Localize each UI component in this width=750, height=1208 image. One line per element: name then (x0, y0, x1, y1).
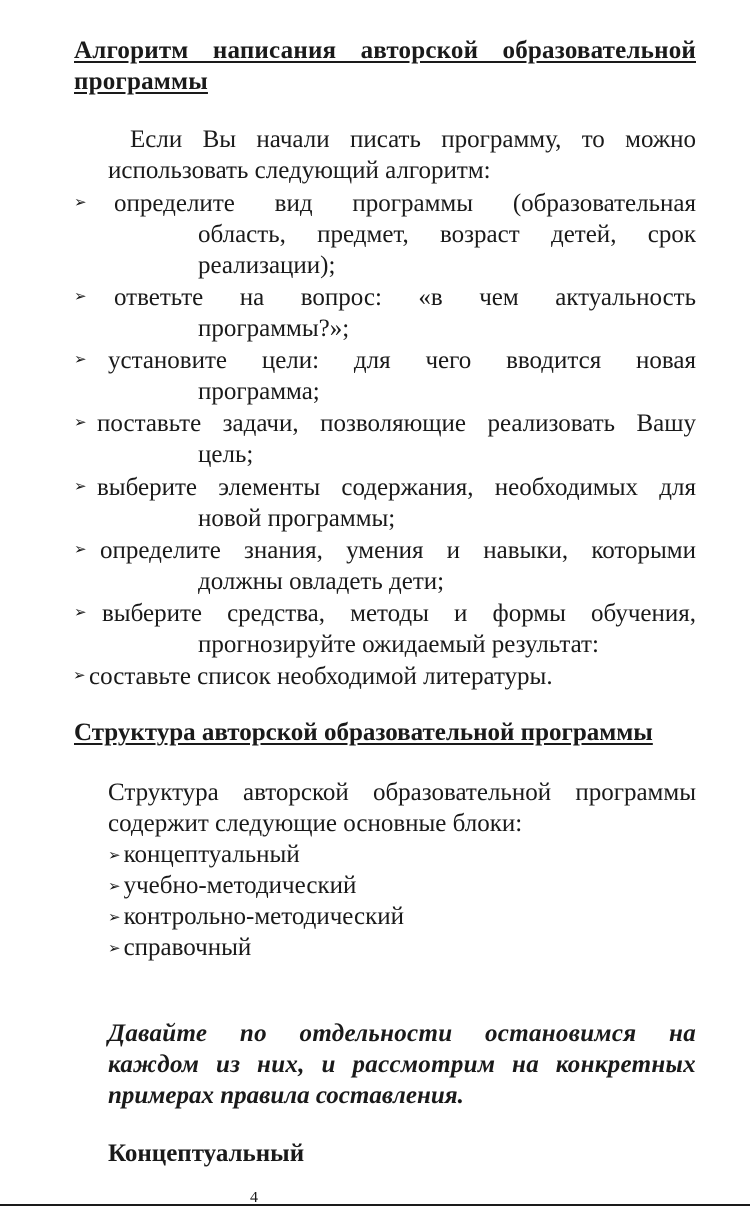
page-number: 4 (250, 1192, 258, 1204)
structure-block-label: справочный (123, 934, 252, 961)
item-3-line2: программа; (198, 378, 320, 405)
bullet-arrow-icon: ➢ (74, 415, 87, 431)
note-line2: каждом из них, и рассмотрим на конкретных (108, 1051, 696, 1078)
intro-line1: Если Вы начали писать программу, то можно (130, 126, 696, 153)
bullet-arrow-icon: ➢ (74, 289, 87, 305)
list-item (100, 535, 696, 597)
item-8-line1: составьте список необходимой литературы. (89, 663, 553, 690)
intro-paragraph (108, 124, 696, 186)
bullet-arrow-icon: ➢ (74, 605, 87, 621)
structure-block-label: учебно-методический (123, 872, 357, 899)
heading-algorithm (74, 35, 696, 97)
item-7-line2: прогнозируйте ожидаемый результат: (198, 631, 599, 658)
structure-block-label: контрольно-методический (123, 903, 404, 930)
item-4-line1: поставьте задачи, позволяющие реализовать Вашу (97, 410, 696, 437)
item-7-line1: выберите средства, методы и формы обучения, (102, 600, 696, 627)
list-item (114, 188, 696, 281)
bullet-arrow-icon: ➢ (73, 668, 86, 684)
bullet-arrow-icon: ➢ (108, 941, 121, 957)
item-6-line1: определите знания, умения и навыки, которыми (100, 537, 696, 564)
item-4-line2: цель; (198, 441, 254, 468)
structure-block-item (108, 901, 404, 934)
subheading-conceptual: Концептуальный (108, 1140, 305, 1167)
item-1-line1: определите вид программы (образовательная (114, 190, 696, 217)
structure-block-label: концептуальный (123, 841, 300, 868)
note-paragraph (108, 1018, 696, 1111)
list-item (114, 282, 696, 344)
note-line3: примерах правила составления. (108, 1082, 464, 1109)
bullet-arrow-icon: ➢ (108, 879, 121, 895)
structure-block-item (108, 839, 300, 872)
list-item (97, 408, 696, 470)
heading-structure: Структура авторской образовательной программы (74, 719, 653, 746)
item-2-line2: программы?»; (198, 315, 350, 342)
intro-line2: использовать следующий алгоритм: (108, 157, 491, 184)
bullet-arrow-icon: ➢ (108, 910, 121, 926)
bullet-arrow-icon: ➢ (108, 848, 121, 864)
bullet-arrow-icon: ➢ (74, 195, 87, 211)
list-item (97, 472, 696, 534)
structure-line2: содержит следующие основные блоки: (108, 810, 523, 837)
item-5-line2: новой программы; (198, 505, 396, 532)
list-item (108, 345, 696, 407)
structure-block-item (108, 932, 251, 965)
item-5-line1: выберите элементы содержания, необходимых для (97, 474, 696, 501)
bullet-arrow-icon: ➢ (74, 542, 87, 558)
heading-algorithm-line1: Алгоритм написания авторской образовательной (74, 37, 696, 64)
page-bottom-divider (0, 1204, 750, 1206)
bullet-arrow-icon: ➢ (74, 479, 87, 495)
item-3-line1: установите цели: для чего вводится новая (108, 347, 696, 374)
item-1-line3: реализации); (198, 252, 336, 279)
note-line1: Давайте по отдельности остановимся на (108, 1020, 696, 1047)
bullet-arrow-icon: ➢ (74, 352, 87, 368)
structure-paragraph (108, 777, 696, 839)
structure-line1: Структура авторской образовательной программы (108, 779, 696, 806)
heading-algorithm-line2: программы (74, 68, 208, 95)
item-2-line1: ответьте на вопрос: «в чем актуальность (114, 284, 696, 311)
list-item (89, 661, 696, 692)
list-item (102, 598, 696, 660)
structure-block-item (108, 870, 356, 903)
item-6-line2: должны овладеть дети; (198, 568, 445, 595)
item-1-line2: область, предмет, возраст детей, срок (198, 221, 696, 248)
